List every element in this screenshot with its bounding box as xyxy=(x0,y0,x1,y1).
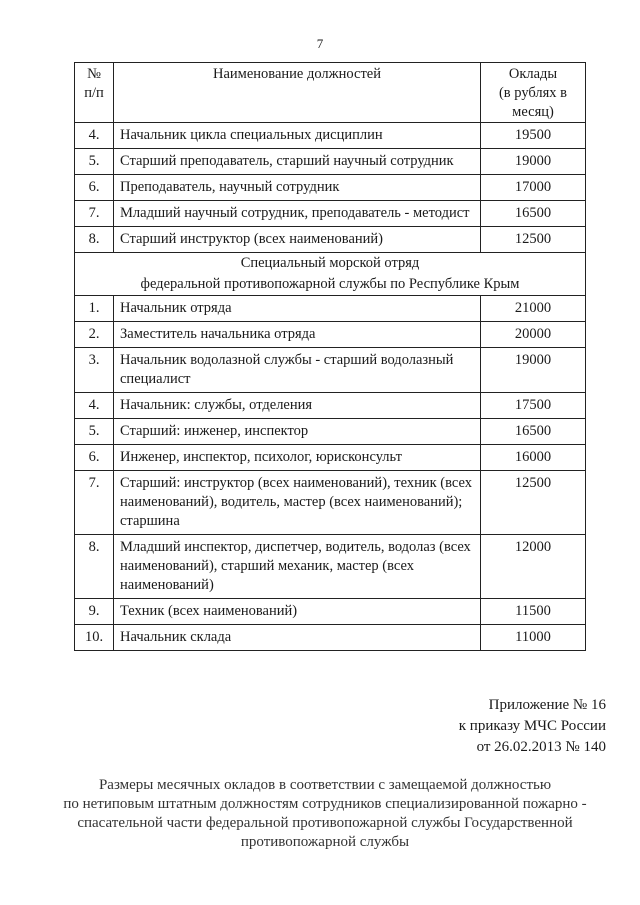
table-row xyxy=(75,227,586,253)
table-row xyxy=(75,175,586,201)
row-title: Инженер, инспектор, психолог, юрисконсульт xyxy=(120,449,402,465)
row-num: 2. xyxy=(88,326,100,342)
table-row xyxy=(75,123,586,149)
row-title: Начальник цикла специальных дисциплин xyxy=(120,127,383,143)
row-title: Начальник отряда xyxy=(120,300,232,316)
row-salary: 19500 xyxy=(514,127,552,143)
table-row xyxy=(75,599,586,625)
row-num: 10. xyxy=(84,629,104,645)
row-salary: 11000 xyxy=(515,629,551,645)
row-salary: 16500 xyxy=(514,423,552,439)
document-title-line2: по нетиповым штатным должностям сотрудников специализированной пожарно - xyxy=(63,796,587,812)
appendix-line2: к приказу МЧС России xyxy=(458,718,606,734)
header-salary-line3: месяц) xyxy=(512,104,554,120)
appendix-reference xyxy=(459,695,606,758)
appendix-line1: Приложение № 16 xyxy=(488,697,606,713)
row-title: Младший инспектор, диспетчер, водитель, водолаз (всех наименований), старший механик, мастер (всех наименований) xyxy=(120,539,471,593)
header-salary-line1: Оклады xyxy=(508,66,558,82)
document-title-line4: противопожарной службы xyxy=(240,834,410,850)
header-title xyxy=(114,63,481,123)
table-row xyxy=(75,149,586,175)
document-title xyxy=(40,776,610,852)
header-num-line1: № xyxy=(87,66,101,82)
row-salary: 11500 xyxy=(515,603,551,619)
row-salary: 21000 xyxy=(514,300,552,316)
row-salary: 12000 xyxy=(514,539,552,555)
section-heading-line1: Специальный морской отряд xyxy=(240,255,420,271)
document-title-line1: Размеры месячных окладов в соответствии с замещаемой должностью xyxy=(98,777,552,793)
row-title: Начальник склада xyxy=(120,629,232,645)
table-row xyxy=(75,471,586,535)
row-num: 6. xyxy=(88,449,100,465)
row-salary: 12500 xyxy=(514,231,552,247)
row-title: Преподаватель, научный сотрудник xyxy=(120,179,340,195)
table-row xyxy=(75,393,586,419)
table-row xyxy=(75,296,586,322)
row-title: Начальник водолазной службы - старший водолазный специалист xyxy=(120,352,454,387)
appendix-line3: от 26.02.2013 № 140 xyxy=(476,739,606,755)
row-title: Старший инструктор (всех наименований) xyxy=(120,231,383,247)
section-heading-line2: федеральной противопожарной службы по Республике Крым xyxy=(140,276,520,292)
row-salary: 12500 xyxy=(514,475,552,491)
section-heading-row xyxy=(75,253,586,296)
row-salary: 16500 xyxy=(514,205,552,221)
row-num: 4. xyxy=(88,397,100,413)
header-title-text: Наименование должностей xyxy=(213,66,381,82)
table-row xyxy=(75,348,586,393)
row-title: Заместитель начальника отряда xyxy=(120,326,316,342)
row-salary: 16000 xyxy=(514,449,552,465)
row-salary: 19000 xyxy=(514,153,552,169)
table-row xyxy=(75,201,586,227)
salary-table xyxy=(74,62,586,651)
row-salary: 20000 xyxy=(514,326,552,342)
row-num: 7. xyxy=(88,205,100,221)
row-salary: 17000 xyxy=(514,179,552,195)
header-num-line2: п/п xyxy=(84,85,104,101)
row-title: Старший преподаватель, старший научный сотрудник xyxy=(120,153,454,169)
row-title: Старший: инженер, инспектор xyxy=(120,423,309,439)
row-num: 9. xyxy=(88,603,100,619)
row-num: 7. xyxy=(88,475,100,491)
row-num: 8. xyxy=(88,539,100,555)
table-row xyxy=(75,322,586,348)
row-num: 1. xyxy=(88,300,100,316)
table-row xyxy=(75,625,586,651)
row-salary: 17500 xyxy=(514,397,552,413)
table-body-part1 xyxy=(75,123,586,651)
table-row xyxy=(75,535,586,599)
row-num: 8. xyxy=(88,231,100,247)
row-title: Начальник: службы, отделения xyxy=(120,397,313,413)
document-title-line3: спасательной части федеральной противопожарной службы Государственной xyxy=(77,815,573,831)
row-num: 3. xyxy=(88,352,100,368)
table-row xyxy=(75,419,586,445)
section-heading xyxy=(75,253,586,296)
row-title: Младший научный сотрудник, преподаватель - методист xyxy=(120,205,470,221)
row-num: 6. xyxy=(88,179,100,195)
table-header-row xyxy=(75,63,586,123)
row-salary: 19000 xyxy=(514,352,552,368)
row-title: Техник (всех наименований) xyxy=(120,603,298,619)
header-salary-line2: (в рублях в xyxy=(498,85,568,101)
header-salary xyxy=(481,63,586,123)
row-num: 5. xyxy=(88,423,100,439)
page-number: 7 xyxy=(316,36,324,51)
table-row xyxy=(75,445,586,471)
row-num: 4. xyxy=(88,127,100,143)
row-num: 5. xyxy=(88,153,100,169)
row-title: Старший: инструктор (всех наименований), техник (всех наименований), водитель, мастер (всех наименований); старшина xyxy=(120,475,472,529)
header-num xyxy=(75,63,114,123)
